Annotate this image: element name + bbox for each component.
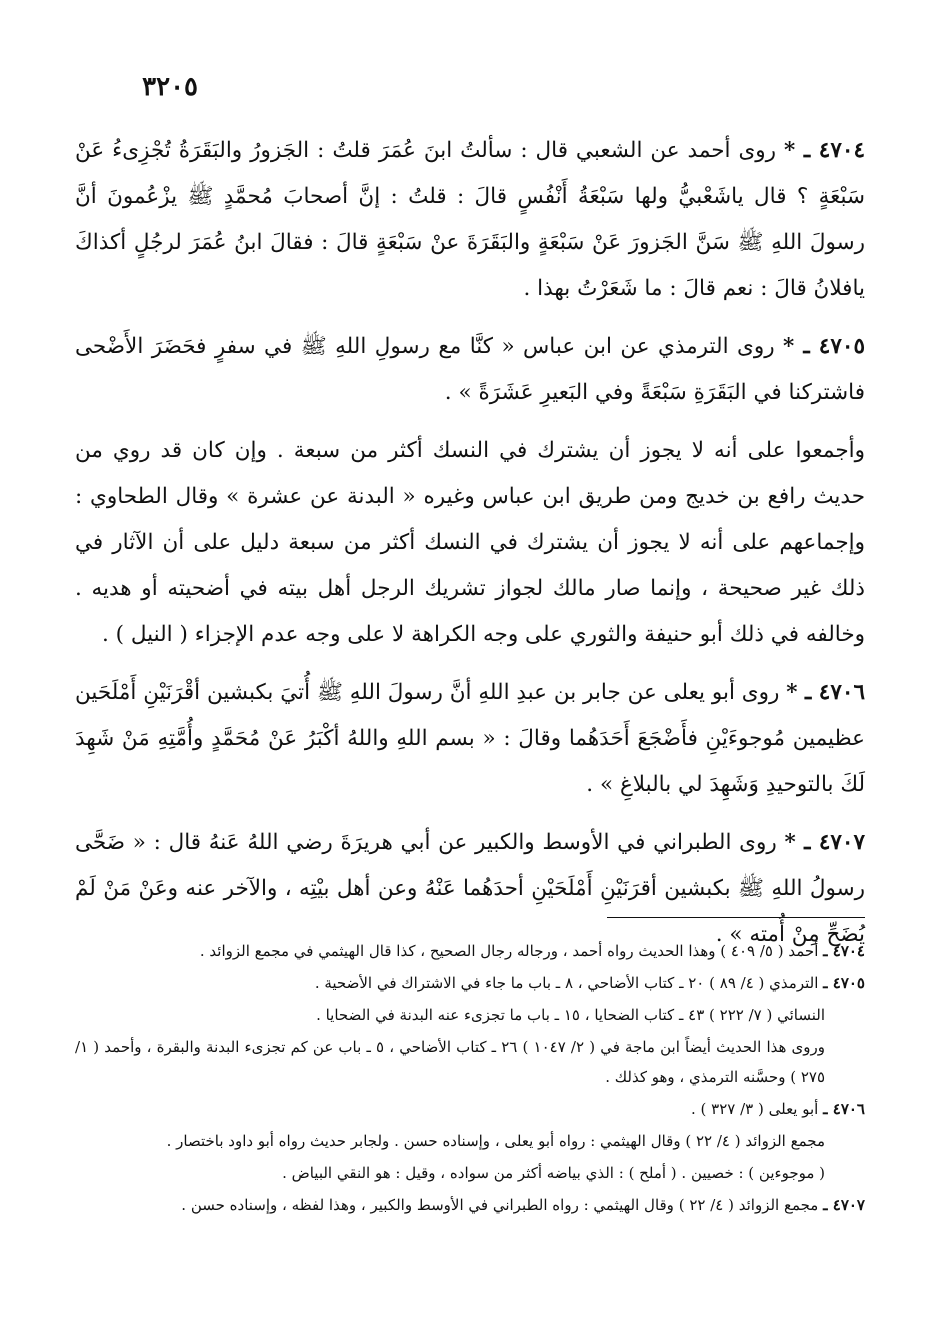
footnote-text: وروى هذا الحديث أيضاً ابن ماجة في ( ٢/ ١٠٤٧ ) ٢٦ ـ كتاب الأضاحي ، ٥ ـ باب عن كم تجزىء البدنة والبقرة ، وأحمد ( ١/ ٢٧٥ ) وحسَّنه الترمذي ، وهو كذلك . [75,1038,826,1086]
footnote [75,1158,865,1188]
footnote [75,1126,865,1156]
page-number: ٣٢٠٥ [142,72,198,102]
footnote-text: الترمذي ( ٤/ ٨٩ ) ٢٠ ـ كتاب الأضاحي ، ٨ ـ باب ما جاء في الاشتراك في الأضحية . [314,974,819,992]
hadith-text: روى الترمذي عن ابن عباس « كنَّا مع رسولِ اللهِ ﷺ في سفرٍ فحَضَرَ الأَضْحى فاشتركنا في البَقَرَةِ سَبْعَةً وفي البَعيرِ عَشَرَةً » . [75,334,865,405]
hadith-text: روى الطبراني في الأوسط والكبير عن أبي هريرَةَ رضي اللهُ عَنهُ قال : « ضَحَّى رسولُ اللهِ ﷺ بكبشين أقرَنَيْنِ أَمْلَحَيْنِ أحدَهُما عَنْهُ وعن أهل بيْتِه ، والآخر عنه وعَنْ مَنْ لَمْ يُضَحِّ مِنْ أُمته » . [75,830,865,947]
hadith-number: ٤٧٠٤ ـ * [784,138,865,163]
hadith-text: روى أحمد عن الشعبي قال : سألتُ ابنَ عُمَرَ قلتُ : الجَزورُ والبَقَرَةُ تُجْزِىءُ عَنْ سَبْعَةٍ ؟ قال ياشَعْبيُّ ولها سَبْعَةُ أَنْفُسٍ قالَ : قلتُ : إنَّ أصحابَ مُحمَّدٍ ﷺ يزْعُمونَ أنَّ رسولَ اللهِ ﷺ سَنَّ الجَزورَ عَنْ سَبْعَةٍ والبَقَرَةَ عنْ سَبْعَةٍ قالَ : فقالَ ابنُ عُمَرَ لرجُلٍ أكذاكَ يافلانُ قالَ : نعم قالَ : ما شَعَرْتُ بهذا . [75,138,865,301]
footnote [75,968,865,998]
footnote [75,1094,865,1124]
footnote [75,1000,865,1030]
hadith-4705 [75,324,865,416]
footnotes [75,936,865,1222]
footnote-text: مجمع الزوائد ( ٤/ ٢٢ ) وقال الهيثمي : رواه أبو يعلى ، وإسناده حسن . ولجابر حديث رواه أبو داود باختصار . [166,1132,825,1150]
footnote [75,1032,865,1092]
commentary: وأجمعوا على أنه لا يجوز أن يشترك في النسك أكثر من سبعة . وإن كان قد روي من حديث رافع بن خديج ومن طريق ابن عباس وغيره « البدنة عن عشرة » وقال الطحاوي : وإجماعهم على أنه لا يجوز أن يشترك في النسك أكثر من سبعة دليل على أن الآثار في ذلك غير صحيحة ، وإنما صار مالك لجواز تشريك الرجل أهل بيته في أضحيته أو هديه . وخالفه في ذلك أبو حنيفة والثوري على وجه الكراهة لا على وجه عدم الإجزاء ( النيل ) . [75,438,865,647]
footnote-text: أبو يعلى ( ٣/ ٣٢٧ ) . [691,1100,819,1118]
main-text [75,128,865,970]
footnote-text: ( موجوءين ) : خصيين . ( أملح ) : الذي بياضه أكثر من سواده ، وقيل : هو النقي البياض . [282,1164,825,1182]
hadith-4706 [75,670,865,808]
footnote-number: ٤٧٠٤ ـ [823,942,865,960]
hadith-number: ٤٧٠٥ ـ * [783,334,865,359]
footnote-number: ٤٧٠٥ ـ [823,974,865,992]
footnote [75,1190,865,1220]
footnote-text: النسائي ( ٧/ ٢٢٢ ) ٤٣ ـ كتاب الضحايا ، ١٥ ـ باب ما تجزىء عنه البدنة في الضحايا . [316,1006,825,1024]
footnote-number: ٤٧٠٦ ـ [823,1100,865,1118]
footnote-text: مجمع الزوائد ( ٤/ ٢٢ ) وقال الهيثمي : رواه الطبراني في الأوسط والكبير ، وهذا لفظه ، وإسناده حسن . [181,1196,819,1214]
footnote [75,936,865,966]
hadith-text: روى أبو يعلى عن جابر بن عبدِ اللهِ أنَّ رسولَ اللهِ ﷺ أُتيَ بكبشين أقْرَنَيْنِ أَمْلَحَين عظيمين مُوجوءَيْنِ فأَضْجَعَ أَحَدَهُما وقالَ : « بسم اللهِ واللهُ أكْبَرُ عَنْ مُحَمَّدٍ وأُمَّتِهِ مَنْ شَهِدَ لَكَ بالتوحيدِ وَشَهِدَ لي بالبلاغِ » . [75,680,865,797]
hadith-number: ٤٧٠٦ ـ * [786,680,865,705]
hadith-4704 [75,128,865,312]
footnote-divider [607,917,865,918]
footnote-number: ٤٧٠٧ ـ [823,1196,865,1214]
footnote-text: أحمد ( ٥/ ٤٠٩ ) وهذا الحديث رواه أحمد ، ورجاله رجال الصحيح ، كذا قال الهيثمي في مجمع الزوائد . [199,942,819,960]
hadith-number: ٤٧٠٧ ـ * [784,830,866,855]
